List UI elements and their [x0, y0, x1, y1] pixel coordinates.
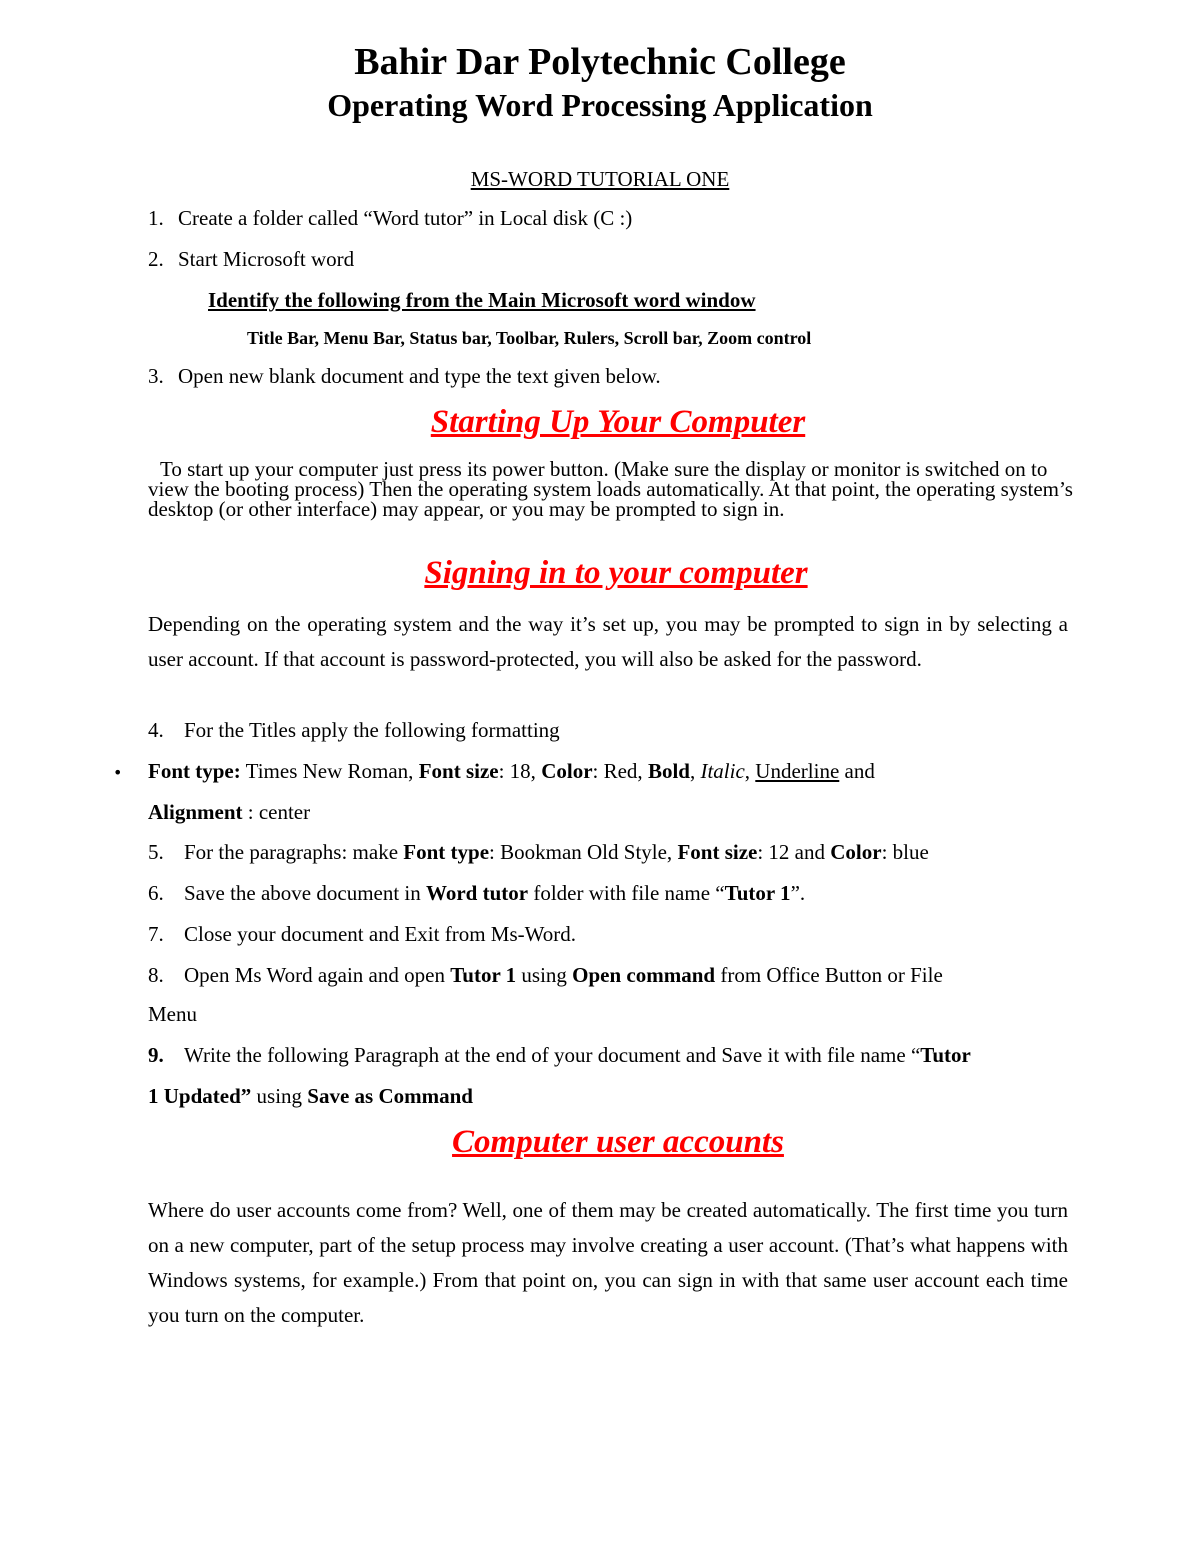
- step-text: folder with file name “: [528, 881, 725, 905]
- value-color: : Red,: [592, 759, 648, 783]
- step-8-continued: Menu: [148, 1002, 197, 1026]
- section-paragraph-starting: To start up your computer just press its power button. (Make sure the display or monitor is switched on to view the booting process) Then the operating system loads automatically. At that point, the operating system’s desktop (or other interface) may appear, or you may be prompted to sign in.: [148, 457, 1073, 521]
- step-text: Close your document and Exit from Ms-Word.: [184, 922, 576, 946]
- step-text: Start Microsoft word: [178, 247, 355, 271]
- step-number: 2.: [148, 247, 164, 271]
- label-color: Color: [830, 840, 882, 864]
- command-name: Save as Command: [307, 1084, 473, 1108]
- separator: ,: [689, 759, 701, 783]
- step-text: Save the above document in: [184, 881, 427, 905]
- tutorial-title: MS-WORD TUTORIAL ONE: [470, 167, 730, 191]
- label-font-size: Font size: [677, 840, 758, 864]
- step-text: For the paragraphs: make: [184, 840, 404, 864]
- label-font-size: Font size: [418, 759, 499, 783]
- college-title: Bahir Dar Polytechnic College: [354, 41, 846, 83]
- label-color: Color: [541, 759, 593, 783]
- step-number: 3.: [148, 364, 164, 388]
- step-number: 1.: [148, 206, 164, 230]
- step-number: 9.: [148, 1043, 164, 1067]
- section-title-accounts: Computer user accounts: [452, 1124, 784, 1160]
- section-paragraph-accounts: Where do user accounts come from? Well, one of them may be created automatically. The first time you turn on a new computer, part of the setup process may involve creating a user account. (That’s what happens with Windows systems, for example.) From that point on, you can sign in with that same user account each time you turn on the computer.: [148, 1198, 1068, 1327]
- section-title-starting: Starting Up Your Computer: [430, 404, 806, 440]
- step-number: 6.: [148, 881, 164, 905]
- step-8: [148, 962, 943, 988]
- separator: ,: [744, 759, 756, 783]
- step-text: ”.: [790, 881, 806, 905]
- label-bold: Bold: [647, 759, 690, 783]
- step-text: : 12 and: [757, 840, 831, 864]
- label-alignment: Alignment: [148, 800, 243, 824]
- step-text: Open new blank document and type the text given below.: [178, 364, 661, 388]
- file-name: Tutor 1: [450, 963, 517, 987]
- label-underline: Underline: [755, 759, 840, 783]
- format-line-1: [148, 758, 875, 784]
- bullet-marker: [113, 758, 122, 786]
- conjunction: and: [839, 759, 875, 783]
- step-6: [148, 880, 805, 906]
- step-number: 4.: [148, 718, 164, 742]
- value-font-size: : 18,: [498, 759, 542, 783]
- step-text: Write the following Paragraph at the end of your document and Save it with file name “: [184, 1043, 921, 1067]
- value-alignment: : center: [242, 800, 311, 824]
- step-text: : Bookman Old Style,: [489, 840, 678, 864]
- step-3: [148, 363, 661, 389]
- command-name: Open command: [572, 963, 716, 987]
- folder-name: Word tutor: [426, 881, 529, 905]
- section-title-signing: Signing in to your computer: [424, 555, 808, 591]
- step-text: Open Ms Word again and open: [184, 963, 451, 987]
- identify-list: Title Bar, Menu Bar, Status bar, Toolbar, Rulers, Scroll bar, Zoom control: [247, 328, 812, 348]
- course-title: Operating Word Processing Application: [327, 87, 873, 123]
- format-line-2: [148, 799, 310, 825]
- file-name: 1 Updated”: [148, 1084, 252, 1108]
- identify-heading: Identify the following from the Main Microsoft word window: [208, 288, 756, 312]
- label-italic: Italic: [700, 759, 745, 783]
- step-1: [148, 205, 632, 231]
- label-font-type: Font type: [403, 840, 490, 864]
- value-font-type: Times New Roman,: [240, 759, 419, 783]
- step-9-continued: [148, 1083, 473, 1109]
- step-text: : blue: [881, 840, 929, 864]
- step-5: [148, 839, 929, 865]
- step-9: [148, 1042, 971, 1068]
- step-4: [148, 717, 560, 743]
- step-text: Create a folder called “Word tutor” in Local disk (C :): [178, 206, 633, 230]
- step-text: using: [516, 963, 573, 987]
- bullet-icon: •: [113, 763, 123, 782]
- step-text: For the Titles apply the following formatting: [184, 718, 560, 742]
- step-number: 8.: [148, 963, 164, 987]
- file-name: Tutor: [920, 1043, 971, 1067]
- step-number: 5.: [148, 840, 164, 864]
- file-name: Tutor 1: [724, 881, 791, 905]
- section-paragraph-signing: Depending on the operating system and the way it’s set up, you may be prompted to sign in by selecting a user account. If that account is password-protected, you will also be asked for the password.: [148, 612, 1068, 671]
- step-text: using: [251, 1084, 308, 1108]
- label-font-type: Font type:: [148, 759, 241, 783]
- step-2: [148, 246, 354, 272]
- step-number: 7.: [148, 922, 164, 946]
- step-7: [148, 921, 576, 947]
- step-text: from Office Button or File: [715, 963, 943, 987]
